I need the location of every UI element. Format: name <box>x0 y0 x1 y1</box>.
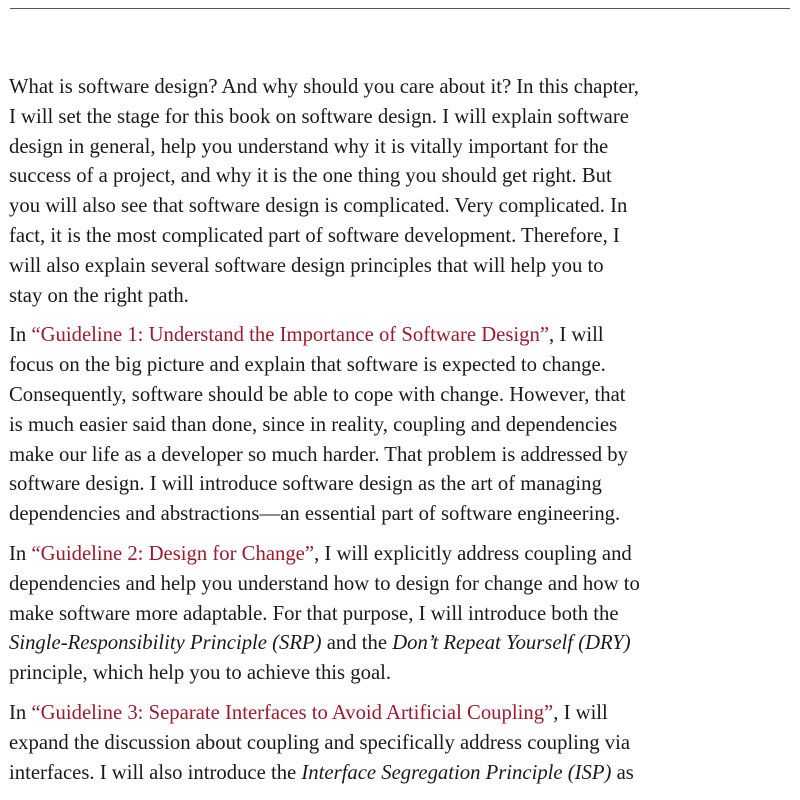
paragraph-1 <box>9 73 791 311</box>
text-line <box>9 759 791 789</box>
text-fragment: In <box>9 324 32 347</box>
text-line: I will set the stage for this book on software design. I will explain software <box>9 105 629 128</box>
text-line: principle, which help you to achieve this goal. <box>9 662 392 685</box>
text-line: Consequently, software should be able to cope with change. However, that <box>9 383 626 406</box>
text-line <box>9 540 791 570</box>
text-line: design in general, help you understand why it is vitally important for the <box>9 135 609 158</box>
text-line: make our life as a developer so much harder. That problem is addressed by <box>9 443 628 466</box>
text-line: focus on the big picture and explain that software is expected to change. <box>9 354 606 377</box>
text-line: you will also see that software design is complicated. Very complicated. In <box>9 195 628 218</box>
text-line: expand the discussion about coupling and specifically address coupling via <box>9 731 631 754</box>
isp-term: Interface Segregation Principle (ISP) <box>301 761 612 784</box>
text-line <box>9 321 791 351</box>
paragraph-4 <box>9 699 791 788</box>
guideline-3-link[interactable]: “Guideline 3: Separate Interfaces to Avoid Artificial Coupling” <box>31 701 554 724</box>
srp-term: Single-Responsibility Principle (SRP) <box>9 632 322 655</box>
paragraph-2 <box>9 321 791 530</box>
text-fragment: , I will explicitly address coupling and <box>314 542 632 565</box>
chapter-intro-text <box>9 73 791 798</box>
text-line: dependencies and abstractions—an essential part of software engineering. <box>9 503 621 526</box>
text-line: success of a project, and why it is the one thing you should get right. But <box>9 165 612 188</box>
text-fragment: In <box>9 542 32 565</box>
text-fragment: , I will <box>553 701 608 724</box>
text-line <box>9 629 791 659</box>
text-fragment: , I will <box>549 324 604 347</box>
text-fragment: as <box>611 761 634 784</box>
text-fragment: interfaces. I will also introduce the <box>9 761 302 784</box>
text-line: is much easier said than done, since in reality, coupling and dependencies <box>9 413 618 436</box>
paragraph-3 <box>9 540 791 689</box>
top-rule <box>10 8 790 9</box>
text-line: dependencies and help you understand how to design for change and how to <box>9 572 640 595</box>
text-fragment: In <box>9 701 32 724</box>
text-line: software design. I will introduce software design as the art of managing <box>9 473 602 496</box>
text-line: make software more adaptable. For that purpose, I will introduce both the <box>9 602 619 625</box>
text-line: will also explain several software design principles that will help you to <box>9 254 604 277</box>
guideline-1-link[interactable]: “Guideline 1: Understand the Importance of Software Design” <box>31 324 549 347</box>
text-line: What is software design? And why should you care about it? In this chapter, <box>9 76 639 98</box>
text-line: stay on the right path. <box>9 284 189 307</box>
text-line <box>9 699 791 729</box>
text-fragment: and the <box>321 632 393 655</box>
guideline-2-link[interactable]: “Guideline 2: Design for Change” <box>31 542 315 565</box>
dry-term: Don’t Repeat Yourself (DRY) <box>392 632 631 655</box>
text-line: fact, it is the most complicated part of software development. Therefore, I <box>9 224 620 247</box>
